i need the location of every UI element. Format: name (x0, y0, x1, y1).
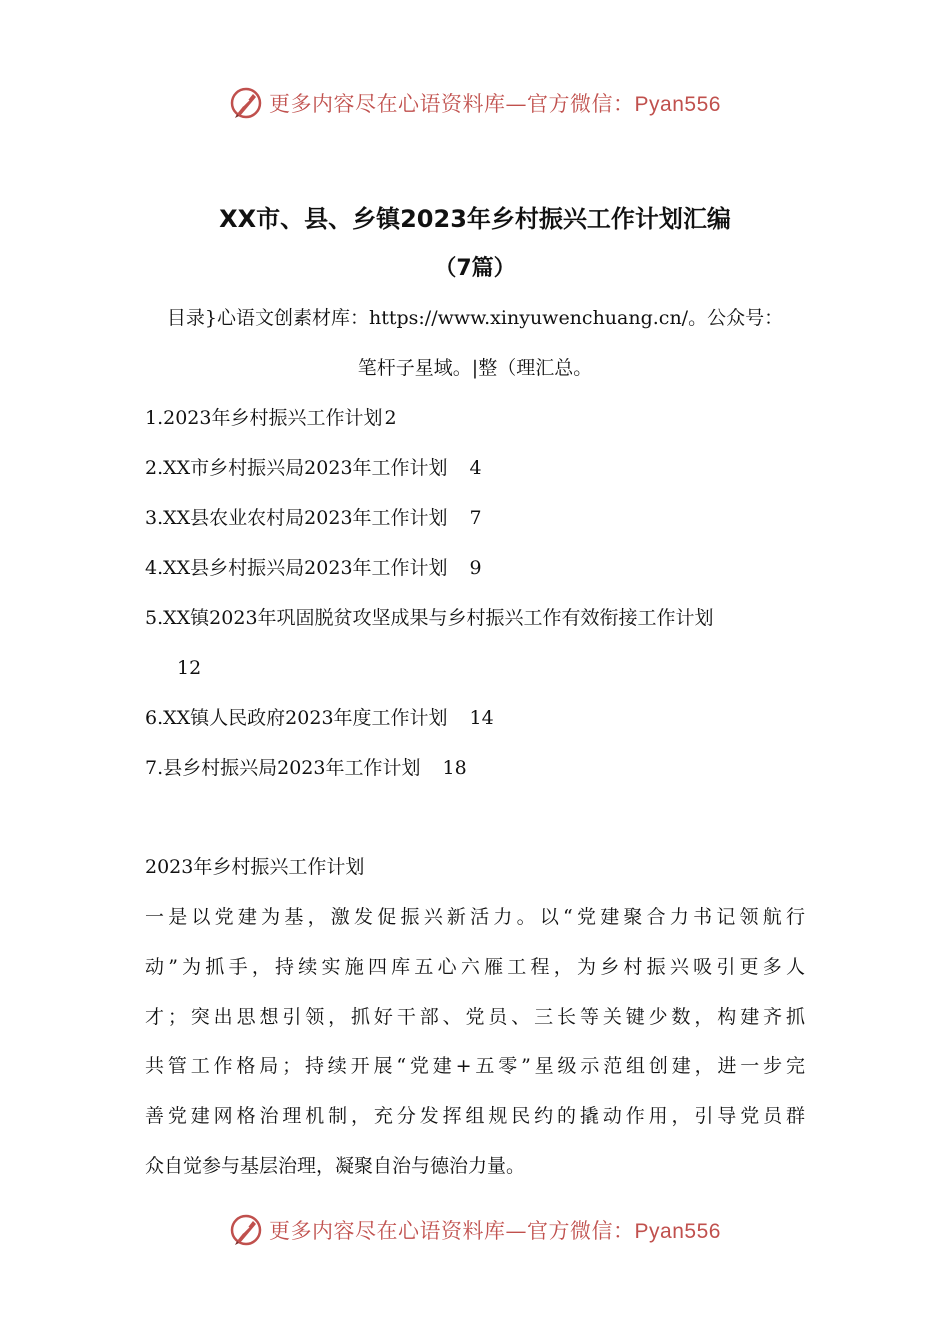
toc-item[interactable] (145, 453, 482, 483)
paragraph-line: 善党建网格治理机制，充分发挥组规民约的撬动作用，引导党员群 (145, 1105, 805, 1127)
toc-item-page: 4 (469, 457, 482, 479)
toc-item-page: 7 (469, 507, 482, 529)
toc-item-title: 5.XX镇2023年巩固脱贫攻坚成果与乡村振兴工作有效衔接工作计划 (145, 607, 714, 629)
watermark-text: 更多内容尽在心语资料库—官方微信：Pyan556 (269, 1219, 721, 1243)
toc-item-page: 18 (442, 757, 467, 779)
toc-item-title: 3.XX县农业农村局2023年工作计划 (145, 507, 448, 529)
toc-intro-line-1: 目录}心语文创素材库：https://www.xinyuwenchuang.cn/。公众号： (166, 307, 784, 329)
paragraph-line: 众自觉参与基层治理，凝聚自治与德治力量。 (145, 1155, 526, 1177)
toc-item-title: 6.XX镇人民政府2023年度工作计划 (145, 707, 448, 729)
toc-item-page: 14 (469, 707, 494, 729)
toc-item-title: 2.XX市乡村振兴局2023年工作计划 (145, 457, 448, 479)
toc-item-page: 9 (469, 557, 482, 579)
toc-item[interactable] (145, 503, 482, 533)
toc-item[interactable] (145, 703, 494, 733)
toc-item[interactable] (145, 553, 482, 583)
watermark-text: 更多内容尽在心语资料库—官方微信：Pyan556 (269, 92, 721, 116)
toc-item-title: 4.XX县乡村振兴局2023年工作计划 (145, 557, 448, 579)
toc-item[interactable] (145, 753, 467, 783)
paragraph-line: 一是以党建为基，激发促振兴新活力。以“党建聚合力书记领航行 (145, 906, 805, 928)
toc-item[interactable] (145, 403, 397, 433)
quill-pen-circle-icon (229, 1213, 263, 1247)
section-heading: 2023年乡村振兴工作计划 (145, 856, 365, 878)
header-watermark (0, 83, 950, 123)
toc-item-page: 2 (384, 407, 397, 429)
paragraph-line: 才；突出思想引领，抓好干部、党员、三长等关键少数，构建齐抓 (145, 1006, 805, 1028)
paragraph-line: 动”为抓手，持续实施四库五心六雁工程，为乡村振兴吸引更多人 (145, 956, 805, 978)
paragraph-line: 共管工作格局；持续开展“党建+五零”星级示范组创建，进一步完 (145, 1055, 805, 1077)
document-subtitle: （7篇） (434, 256, 516, 281)
toc-item-title: 7.县乡村振兴局2023年工作计划 (145, 757, 421, 779)
toc-intro-line-2: 笔杆子星域。|整（理汇总。 (357, 357, 593, 379)
quill-pen-circle-icon (229, 86, 263, 120)
footer-watermark (0, 1210, 950, 1250)
toc-item[interactable] (145, 603, 714, 633)
toc-item-title: 1.2023年乡村振兴工作计划 (145, 407, 383, 429)
toc-item-page: 12 (177, 657, 202, 679)
document-title: XX市、县、乡镇2023年乡村振兴工作计划汇编 (219, 205, 731, 233)
